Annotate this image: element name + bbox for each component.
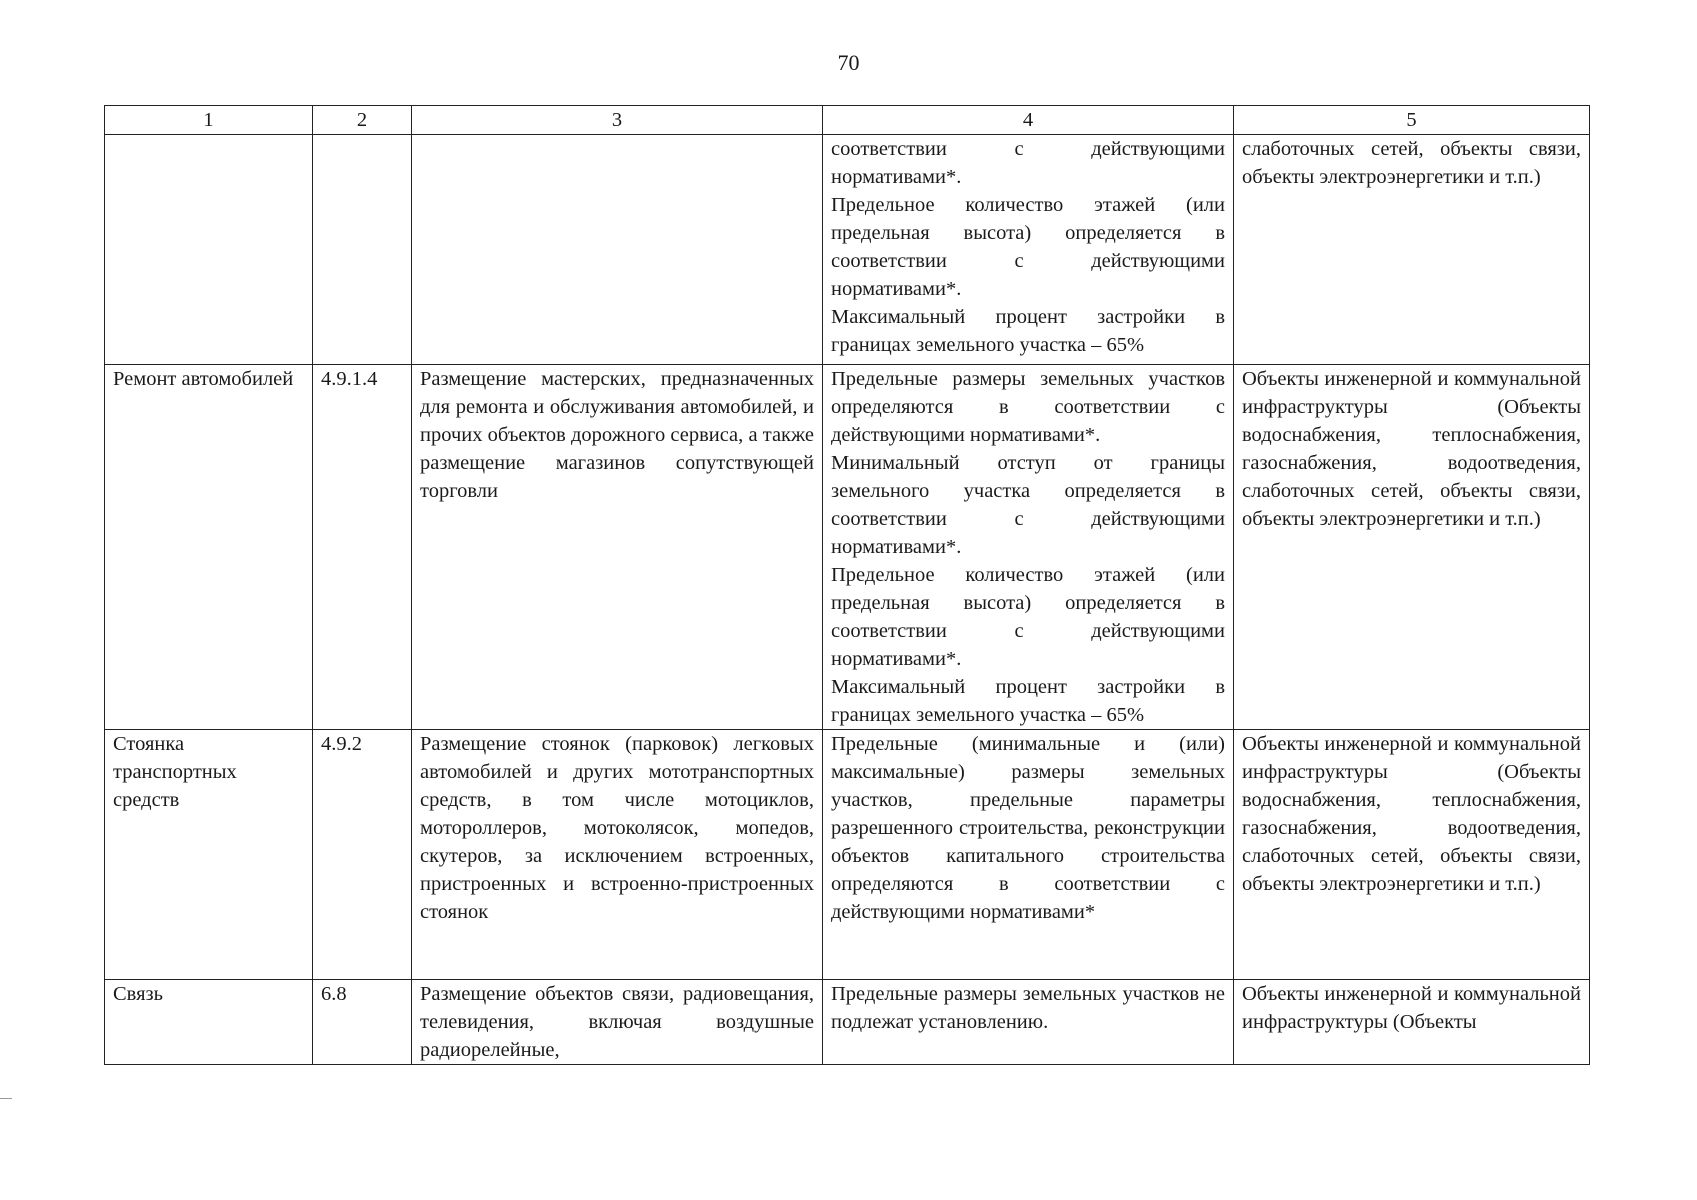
use-code-cell: 6.8 — [313, 980, 412, 1065]
scan-edge-mark — [0, 1098, 12, 1099]
objects-cell: слаботочных сетей, объекты связи, объекты электроэнергетики и т.п.) — [1234, 135, 1590, 365]
zoning-table — [104, 105, 1590, 1065]
parameters-cell: Предельные размеры земельных участков не подлежат установлению. — [823, 980, 1234, 1065]
column-header-5: 5 — [1234, 106, 1590, 135]
objects-cell: Объекты инженерной и коммунальной инфраструктуры (Объекты — [1234, 980, 1590, 1065]
use-name-cell: Ремонт автомобилей — [105, 365, 313, 730]
use-name-cell: Связь — [105, 980, 313, 1065]
table-row — [105, 135, 1590, 365]
column-header-3: 3 — [412, 106, 823, 135]
use-description-cell: Размещение стоянок (парковок) легковых автомобилей и других мототранспортных средств, в том числе мотоциклов, мотороллеров, мотоколясок, мопедов, скутеров, за исключением встроенных, пристроенных и встроенно-пристроенных стоянок — [412, 730, 823, 980]
table-row — [105, 980, 1590, 1065]
objects-cell: Объекты инженерной и коммунальной инфраструктуры (Объекты водоснабжения, теплоснабжения, газоснабжения, водоотведения, слаботочных сетей, объекты связи, объекты электроэнергетики и т.п.) — [1234, 365, 1590, 730]
use-description-cell: Размещение мастерских, предназначенных для ремонта и обслуживания автомобилей, и прочих объектов дорожного сервиса, а также размещение магазинов сопутствующей торговли — [412, 365, 823, 730]
objects-cell: Объекты инженерной и коммунальной инфраструктуры (Объекты водоснабжения, теплоснабжения, газоснабжения, водоотведения, слаботочных сетей, объекты связи, объекты электроэнергетики и т.п.) — [1234, 730, 1590, 980]
column-header-4: 4 — [823, 106, 1234, 135]
use-name-cell — [105, 135, 313, 365]
table-row — [105, 730, 1590, 980]
parameters-cell: соответствии с действующими нормативами*. Предельное количество этажей (или предельная высота) определяется в соответствии с действующими нормативами*. Максимальный процент застройки в границах земельного участка – 65% — [823, 135, 1234, 365]
parameters-cell: Предельные размеры земельных участков определяются в соответствии с действующими нормативами*. Минимальный отступ от границы земельного участка определяется в соответствии с действующими нормативами*. Предельное количество этажей (или предельная высота) определяется в соответствии с действующими нормативами*. Максимальный процент застройки в границах земельного участка – 65% — [823, 365, 1234, 730]
page-number: 70 — [837, 50, 860, 75]
parameters-cell: Предельные (минимальные и (или) максимальные) размеры земельных участков, предельные параметры разрешенного строительства, реконструкции объектов капитального строительства определяются в соответствии с действующими нормативами* — [823, 730, 1234, 980]
use-code-cell — [313, 135, 412, 365]
table-header-row — [105, 106, 1590, 135]
use-name-cell: Стоянка транспортных средств — [105, 730, 313, 980]
use-description-cell — [412, 135, 823, 365]
use-description-cell: Размещение объектов связи, радиовещания, телевидения, включая воздушные радиорелейные, — [412, 980, 823, 1065]
table-row — [105, 365, 1590, 730]
column-header-2: 2 — [313, 106, 412, 135]
use-code-cell: 4.9.1.4 — [313, 365, 412, 730]
column-header-1: 1 — [105, 106, 313, 135]
use-code-cell: 4.9.2 — [313, 730, 412, 980]
